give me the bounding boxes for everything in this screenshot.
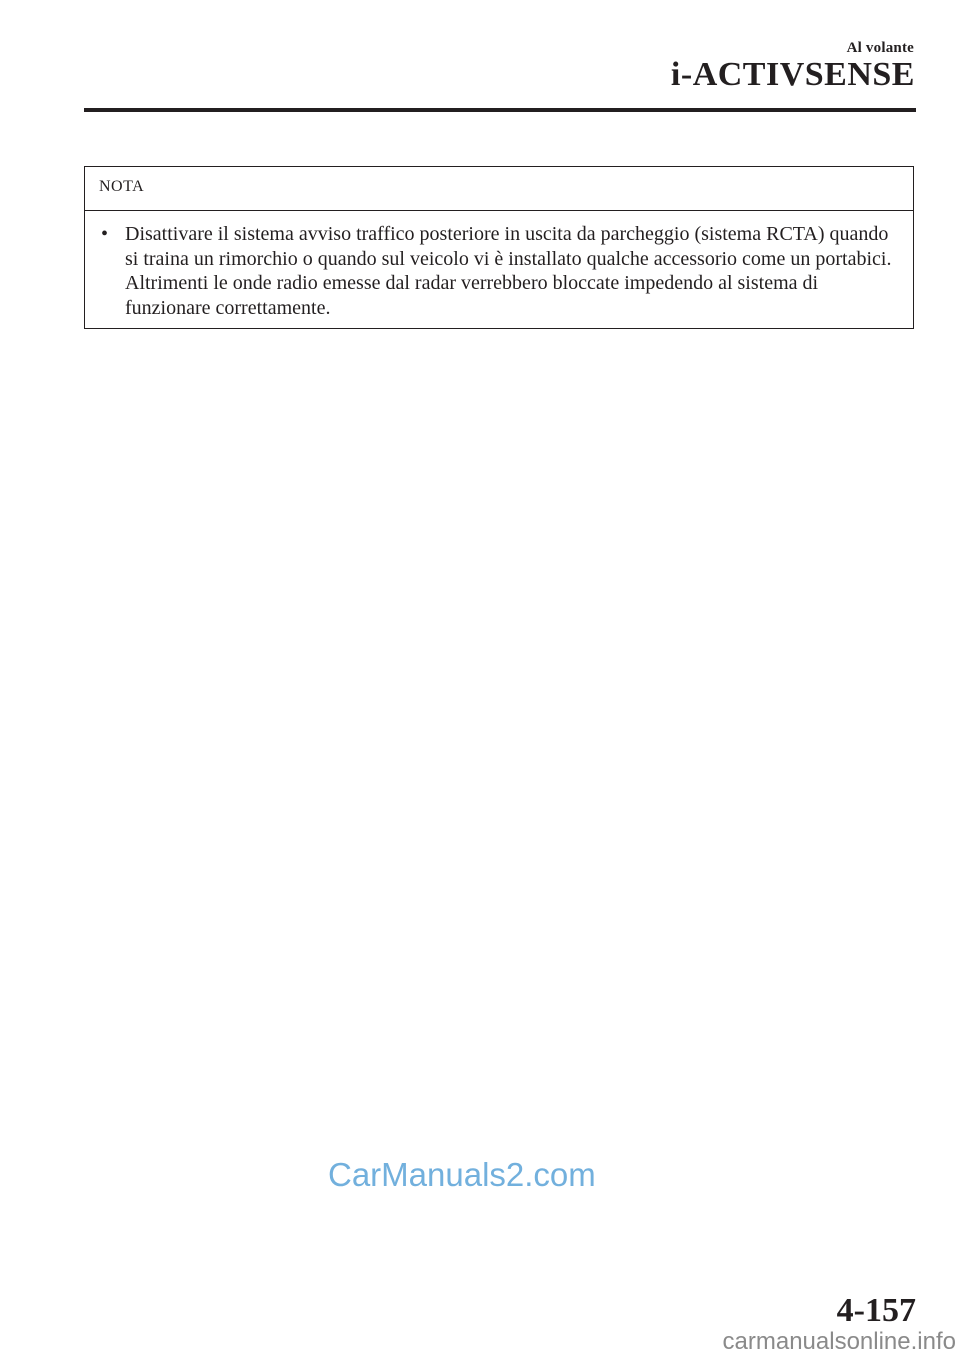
footer-url-link[interactable]: carmanualsonline.info <box>722 1328 956 1355</box>
header-divider <box>84 108 916 112</box>
bullet-icon: • <box>101 223 109 245</box>
section-label: Al volante <box>846 40 914 56</box>
note-text: Disattivare il sistema avviso traffico posteriore in uscita da parcheggio (sistema RCTA) quando si traina un rimorchio o quando sul veicolo vi è installato qualche accessorio come un portabici. Altrimenti le onde radio emesse dal radar verrebbero bloccate impedendo al sistema di funzionare correttamente. <box>125 223 892 319</box>
note-heading: NOTA <box>85 167 913 211</box>
note-body <box>85 211 913 320</box>
page-number: 4-157 <box>836 1292 916 1329</box>
watermark-logo: CarManuals2.com <box>328 1156 596 1193</box>
chapter-title: i-ACTIVSENSE <box>670 56 915 93</box>
note-box <box>84 166 914 329</box>
